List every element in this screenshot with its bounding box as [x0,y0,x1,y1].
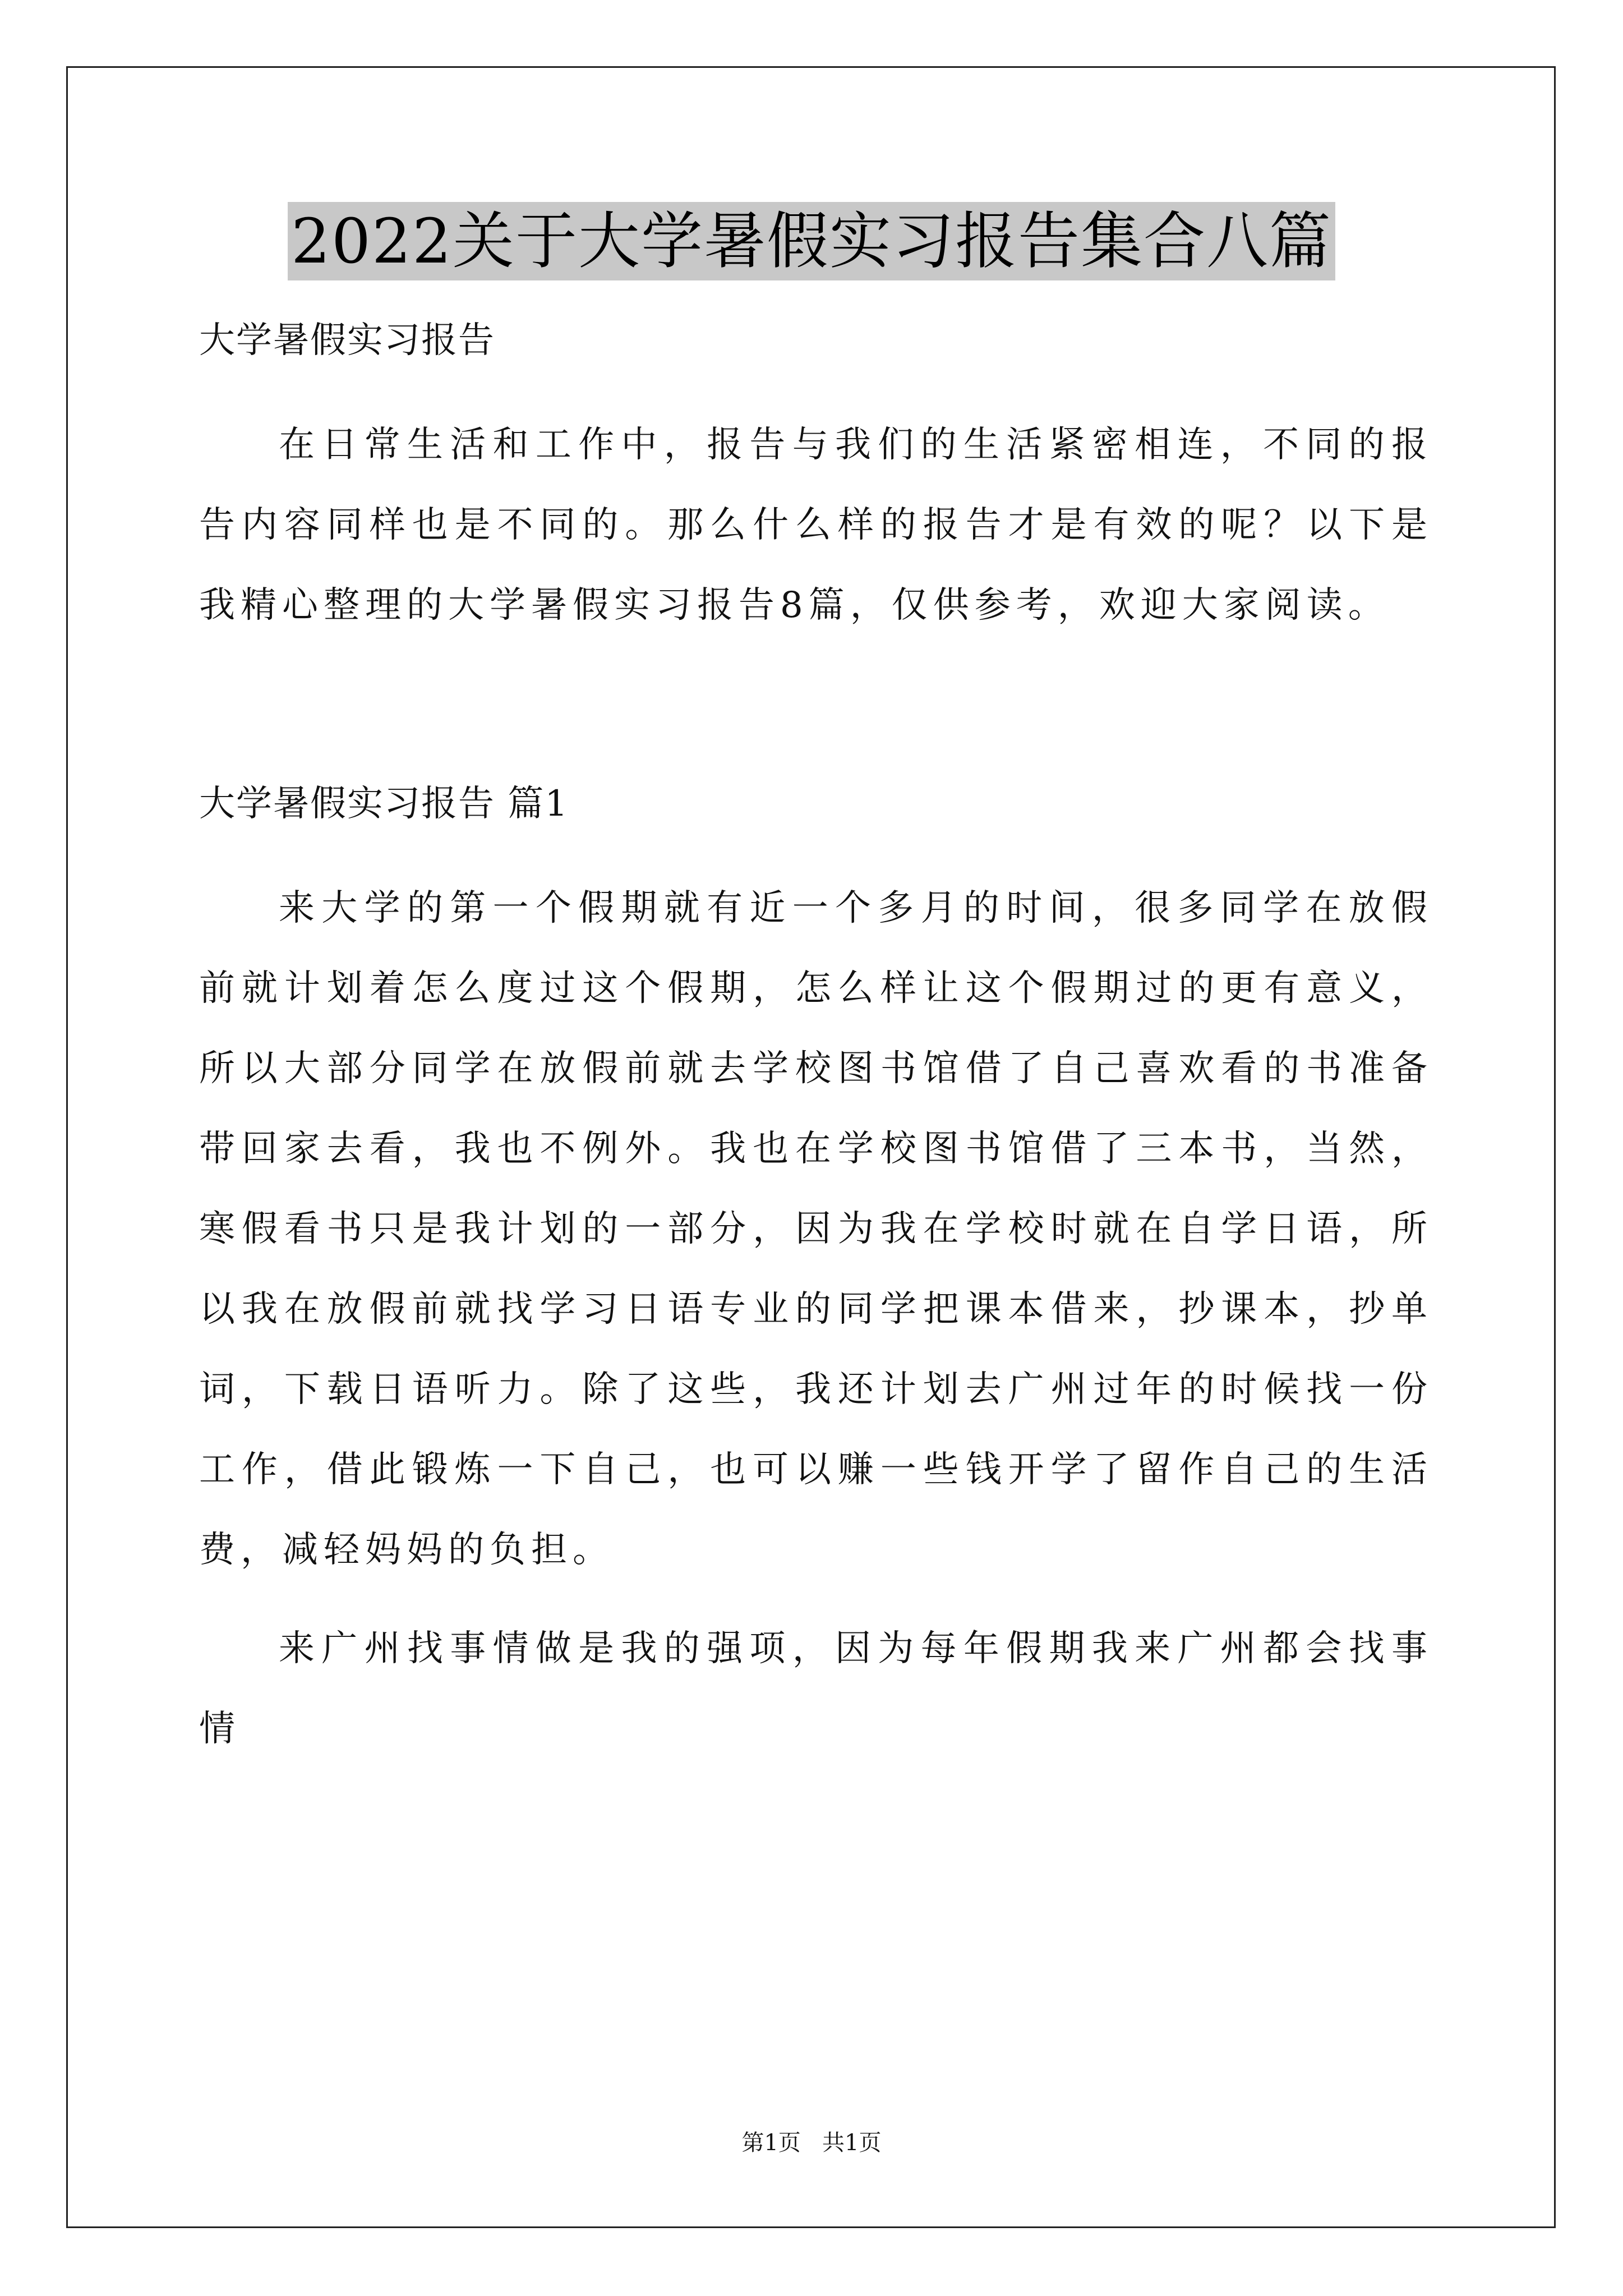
title-container [0,202,1623,280]
part1-heading: 大学暑假实习报告 篇1 [199,783,569,825]
section-heading: 大学暑假实习报告 [199,320,495,361]
document-body [199,311,1433,1769]
part1-paragraph-2: 来广州找事情做是我的强项，因为每年假期我来广州都会找事情 [199,1628,1433,1750]
document-title: 2022关于大学暑假实习报告集合八篇 [288,202,1335,280]
page-footer: 第1页 共1页 [741,2130,882,2156]
part1-paragraph-1: 来大学的第一个假期就有近一个多月的时间，很多同学在放假前就计划着怎么度过这个假期，怎么样让这个假期过的更有意义，所以大部分同学在放假前就去学校图书馆借了自己喜欢看的书准备带回家去看，我也不例外。我也在学校图书馆借了三本书，当然，寒假看书只是我计划的一部分，因为我在学校时就在自学日语，所以我在放假前就找学习日语专业的同学把课本借来，抄课本，抄单词，下载日语听力。除了这些，我还计划去广州过年的时候找一份工作，借此锻炼一下自己，也可以赚一些钱开学了留作自己的生活费，减轻妈妈的负担。 [199,887,1433,1571]
intro-paragraph: 在日常生活和工作中，报告与我们的生活紧密相连，不同的报告内容同样也是不同的。那么什么样的报告才是有效的呢？以下是我精心整理的大学暑假实习报告8篇，仅供参考，欢迎大家阅读。 [199,424,1433,626]
